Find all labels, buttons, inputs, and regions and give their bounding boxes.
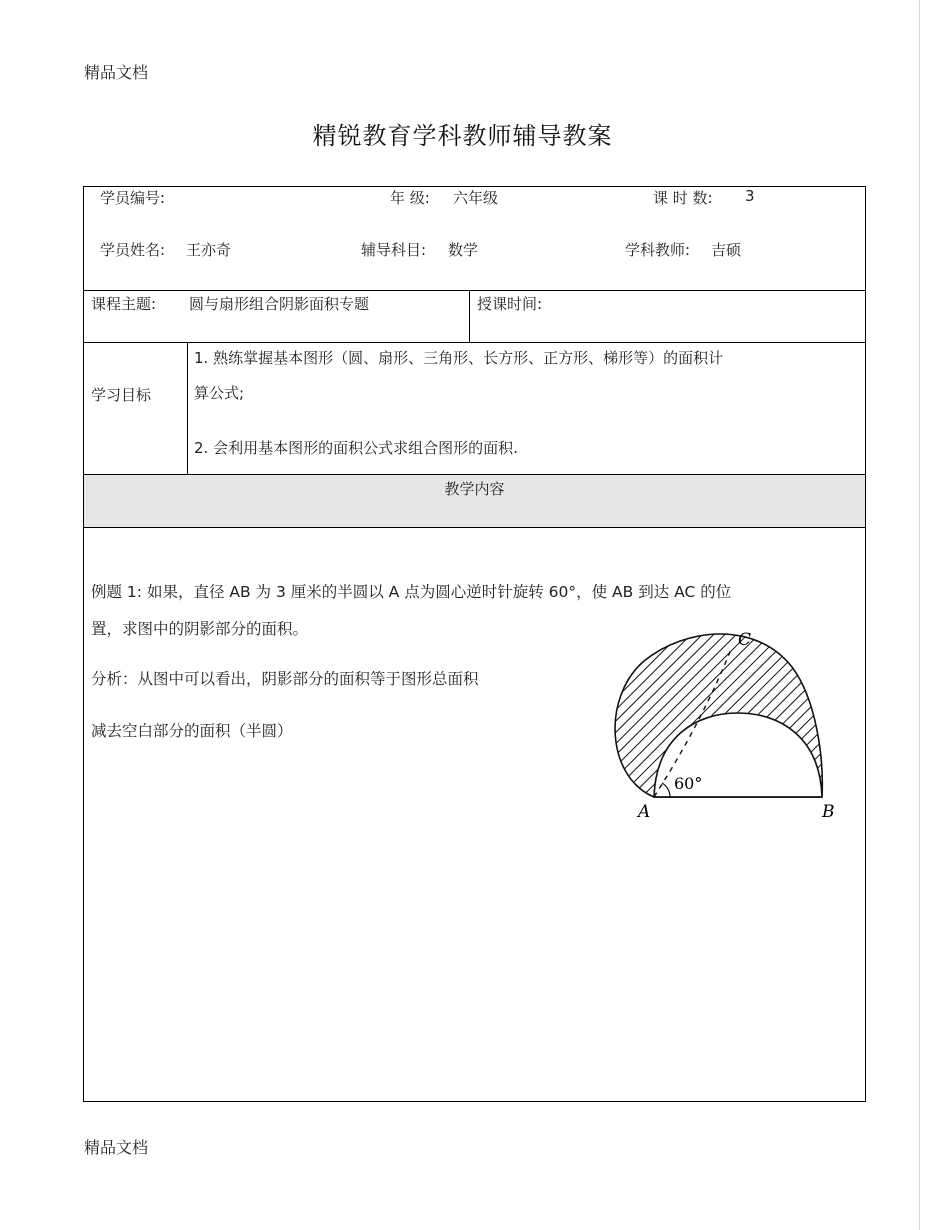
student-id-label: 学员编号: <box>100 189 166 207</box>
label-a: A <box>638 802 651 822</box>
row-divider-header <box>84 290 865 291</box>
row-divider-content-header <box>84 527 865 528</box>
geometry-figure <box>596 627 856 827</box>
watermark-top: 精品文档 <box>84 63 149 82</box>
angle-label: 60° <box>674 774 703 793</box>
subject-value: 数学 <box>448 241 479 259</box>
example-line-1: 例题 1: 如果，直径 AB 为 3 厘米的半圆以 A 点为圆心逆时针旋转 60°，使 AB 到达 AC 的位 <box>91 583 732 601</box>
col-divider-goals <box>187 342 188 474</box>
lesson-plan-table <box>83 186 866 1102</box>
document-title: 精锐教育学科教师辅导教案 <box>312 122 613 150</box>
student-name-value: 王亦奇 <box>186 241 232 259</box>
goals-label: 学习目标 <box>91 386 152 404</box>
row-divider-goals <box>84 474 865 475</box>
time-label: 授课时间: <box>477 295 543 313</box>
analysis-line-2: 减去空白部分的面积（半圆） <box>91 722 293 740</box>
label-c: C <box>738 630 752 650</box>
grade-value: 六年级 <box>453 189 499 207</box>
teacher-label: 学科教师: <box>625 241 691 259</box>
analysis-line-1: 分析：从图中可以看出，阴影部分的面积等于图形总面积 <box>91 670 479 688</box>
row-divider-course <box>84 342 865 343</box>
teacher-value: 吉硕 <box>711 241 742 259</box>
topic-value: 圆与扇形组合阴影面积专题 <box>189 295 370 313</box>
hours-label: 课 时 数: <box>653 189 713 207</box>
watermark-bottom: 精品文档 <box>84 1138 149 1157</box>
student-name-label: 学员姓名: <box>100 241 166 259</box>
goal-line-2: 2. 会利用基本图形的面积公式求组合图形的面积. <box>194 439 518 457</box>
grade-label: 年 级: <box>390 189 430 207</box>
label-b: B <box>822 802 835 822</box>
col-divider-course <box>469 290 470 342</box>
example-line-2: 置，求图中的阴影部分的面积。 <box>91 620 309 638</box>
goal-line-1: 1. 熟练掌握基本图形（圆、扇形、三角形、长方形、正方形、梯形等）的面积计 <box>194 349 724 367</box>
content-header: 教学内容 <box>444 480 505 498</box>
hours-value: 3 <box>745 187 755 205</box>
goal-line-1b: 算公式; <box>194 384 245 402</box>
page-edge-line <box>919 0 920 1230</box>
topic-label: 课程主题: <box>91 295 157 313</box>
subject-label: 辅导科目: <box>361 241 427 259</box>
